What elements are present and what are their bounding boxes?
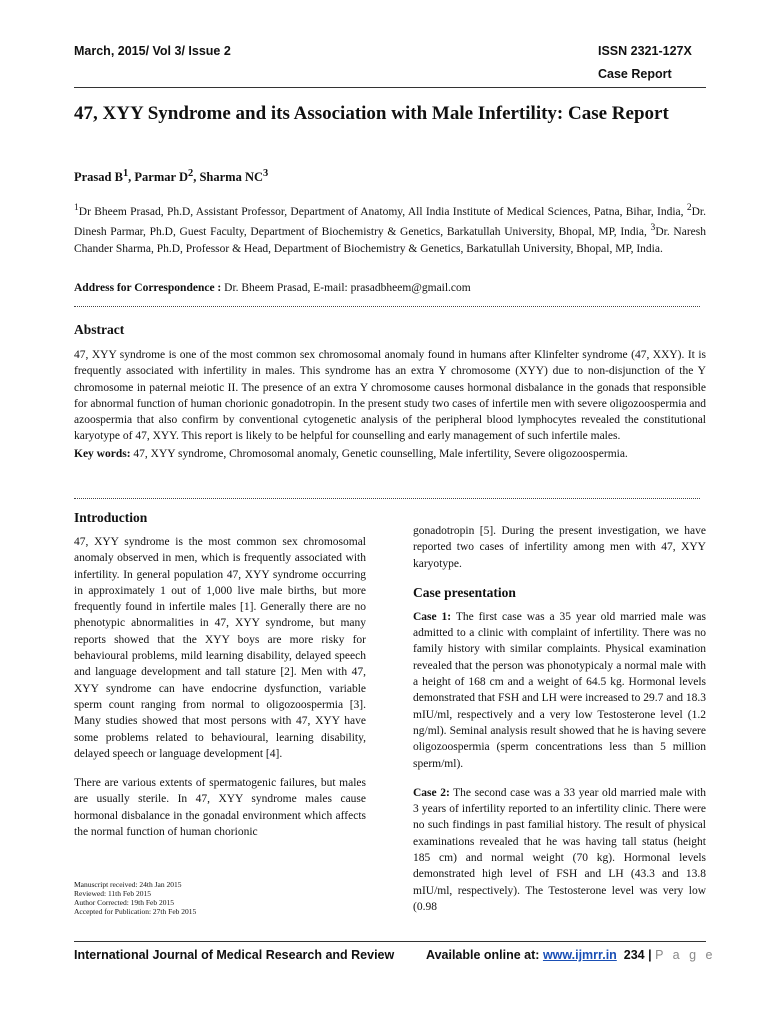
author-list: Prasad $B^1$, Parmar $D^2$, Sharma $NC^3$ [74, 168, 269, 185]
author-2: Parmar D [134, 170, 188, 185]
article-type: Case Report [598, 67, 672, 81]
issue-info: March, 2015/ Vol 3/ Issue 2 [74, 44, 231, 58]
author-2-sup: 2 [188, 168, 194, 179]
available-label: Available online at: [426, 948, 543, 962]
case-1-paragraph [413, 609, 706, 772]
affil-2: Dr. Dinesh Parmar, Ph.D, Guest Faculty, Department of Biochemistry & Genetics, Barkatullah University, Bhopal, MP, India, [74, 205, 706, 239]
header-rule [74, 87, 706, 88]
introduction-heading: Introduction [74, 510, 148, 525]
page-number: 234 [623, 948, 645, 962]
note-accepted: Accepted for Publication: 27th Feb 2015 [74, 907, 197, 916]
case-2-text: The second case was a 33 year old married male with 3 years of infertility reported to an infertility clinic. There were no such findings in past familial history. The result of physical examinations revealed that he was having tall status (height 185 cm) and normal weight (70 kg). Hormonal levels demonstrated high level of FSH and LH (43.3 and 13.8 mIU/ml, respectively). The Testosterone level was very low (0.98 [413, 786, 707, 913]
keywords [74, 448, 706, 460]
article-title: 47, XYY Syndrome and its Association with Male Infertility: Case Report [74, 103, 669, 124]
availability [426, 948, 715, 962]
keywords-label: Key words: [74, 448, 131, 460]
affil-3: Dr. Naresh Chander Sharma, Ph.D, Professor & Head, Department of Biochemistry & Genetics, Barkatullah University, Bhopal, MP, India. [74, 226, 706, 255]
note-received: Manuscript received: 24th Jan 2015 [74, 880, 182, 889]
keywords-text: 47, XYY syndrome, Chromosomal anomaly, Genetic counselling, Male infertility, Severe oligozoospermia. [130, 448, 628, 460]
author-3-sup: 3 [263, 168, 269, 179]
journal-name: International Journal of Medical Research and Review [74, 948, 395, 962]
correspondence-text: Dr. Bheem Prasad, E-mail: prasadbheem@gmail.com [221, 282, 471, 294]
affil-1-sup: 1 [74, 202, 79, 213]
dotted-divider [74, 306, 700, 307]
journal-url-link[interactable]: www.ijmrr.in [542, 948, 617, 962]
author-1: Prasad B [74, 170, 123, 185]
note-corrected: Author Corrected: 19th Feb 2015 [74, 898, 174, 907]
author-3: Sharma NC [199, 170, 263, 185]
author-1-sup: 1 [122, 168, 129, 179]
affiliations [74, 200, 706, 257]
case-presentation-heading: Case presentation [413, 584, 516, 600]
case-1-label: Case 1: [413, 610, 452, 623]
abstract-text: 47, XYY syndrome is one of the most common sex chromosomal anomaly found in humans after Klinfelter syndrome (47, XXY). It is frequently associated with infertility in males. This syndrome has an extra Y chromosome (XYY) due to non-disjunction of the Y chromosome in paternal meiotic II. The presence of an extra Y chromosome causes hormonal disbalance in the gonads that responsible for abnormal function of human chorionic gonadotropin. In the present study two cases of infertile men with severe oligozoospermia and azoospermia that also confirm by conventional cytogenetic analysis of the peripheral blood lymphocytes revealed the constitutional karyotype of 47, XYY. This report is likely to be helpful for counselling and early management of such infertile males. [74, 349, 706, 443]
intro-paragraph-1: 47, XYY syndrome is the most common sex chromosomal anomaly observed in men, which is frequently associated with infertility. In general population 47, XYY syndrome occurring in approximately 1 out of 1,000 live male births, but more frequently found in infertile males [1]. Generally there are no phenotypic abnormalities in 47, XYY syndrome, but many reports showed that the XYY boys are more risky for behavioural problems, mild learning disability, delayed speech and language development and tall stature [2]. Men with 47, XYY syndrome can have endocrine dysfunction, variable sperm count ranging from normal to oligozoospermia [3]. Many studies showed that most persons with 47, XYY have some problems related to behavioural, learning disability, delayed speech or language development [4]. [74, 536, 366, 760]
case-2-label: Case 2: [413, 786, 450, 799]
intro-paragraph-2: There are various extents of spermatogenic failures, but males are usually sterile. In 47, XYY syndrome males cause hormonal disbalance in the gonadal environment which affects the normal function of human chorionic [74, 777, 366, 839]
issn: ISSN 2321-127X [598, 44, 692, 58]
manuscript-notes [74, 880, 196, 916]
case-2-paragraph [413, 785, 706, 915]
footer-rule [74, 941, 706, 942]
affil-2-sup: 2 [686, 202, 692, 213]
correspondence [74, 282, 471, 294]
right-column [413, 523, 706, 928]
intro-paragraph-3: gonadotropin [5]. During the present investigation, we have reported two cases of infertility among men with 47, XYY karyotype. [413, 525, 706, 570]
case-1-text: The first case was a 35 year old married male was admitted to a clinic with complaint of infertility. There was no family history with similar complaints. Physical examination revealed that the person was phonotypicaly a normal male with a height of 168 cm and a weight of 64.5 kg. Hormonal levels demonstrated that FSH and LH were increased to 29.7 and 18.3 mIU/ml, respectively and a very low Testosterone level (1.2 ng/ml). Seminal analysis result showed that he is having severe oligozoospermia (sperm concentrations less than 5 million sperm/ml). [413, 610, 706, 770]
affil-1: Dr Bheem Prasad, Ph.D, Assistant Professor, Department of Anatomy, All India Institute of Medical Sciences, Patna, Bihar, India, [78, 205, 687, 218]
page-word: P a g e [655, 948, 716, 962]
abstract-heading: Abstract [74, 322, 125, 337]
page-separator: | [648, 948, 652, 962]
note-reviewed: Reviewed: 11th Feb 2015 [74, 889, 152, 898]
affil-3-sup: 3 [650, 222, 656, 234]
left-column [74, 510, 366, 853]
correspondence-label: Address for Correspondence : [74, 282, 222, 294]
dotted-divider [74, 498, 700, 499]
